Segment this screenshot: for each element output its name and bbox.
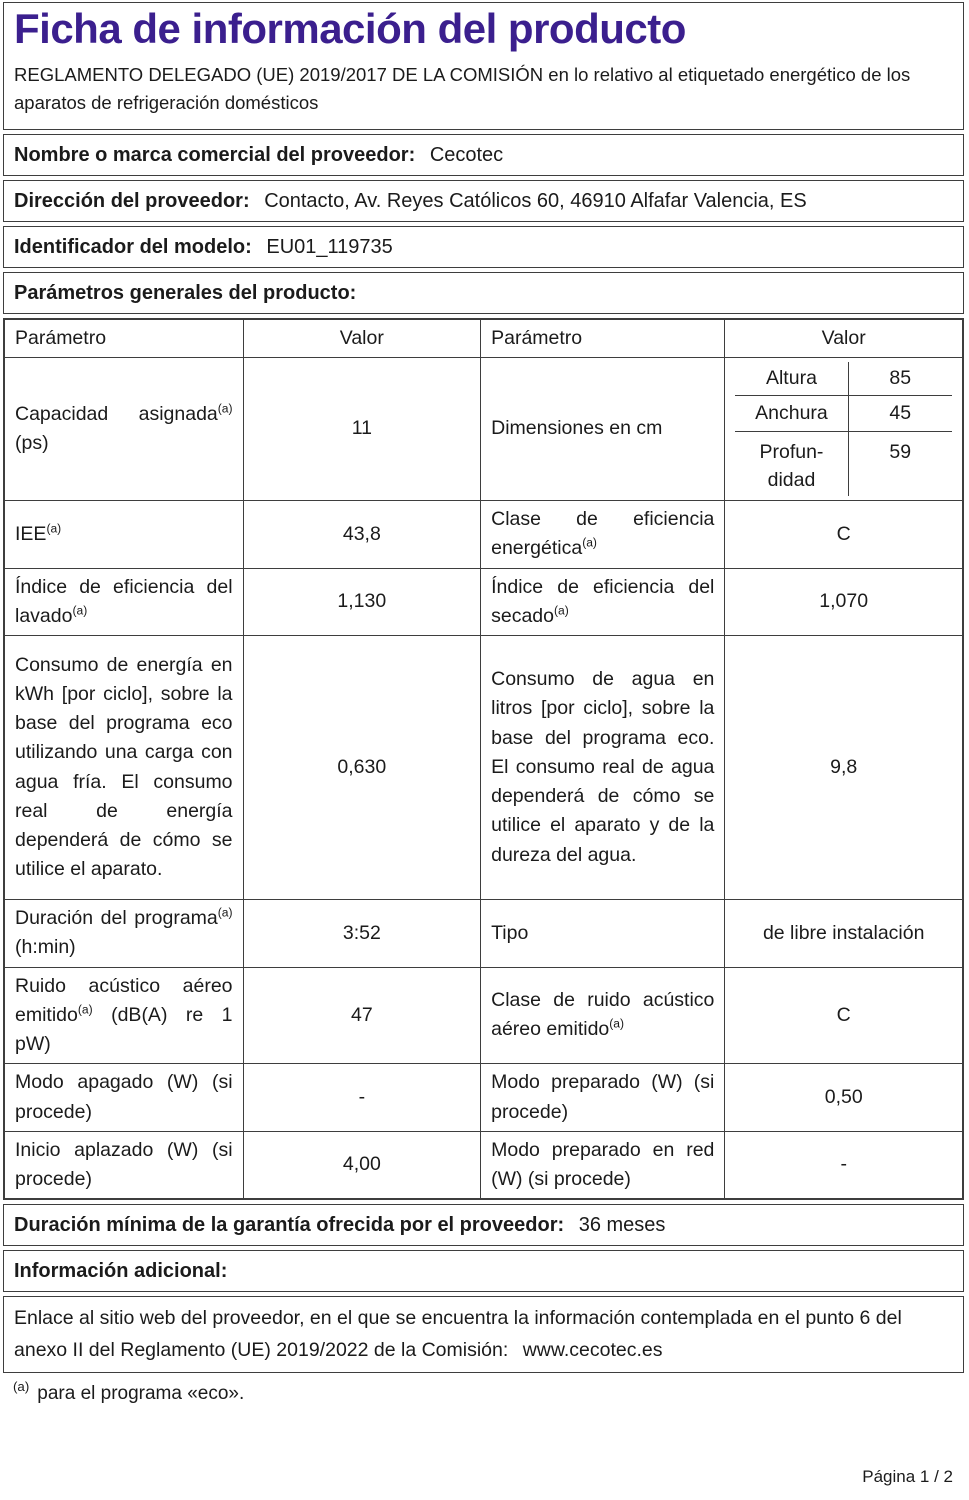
- dimension-label-height: Altura: [735, 362, 848, 395]
- footnote-ref: (a): [582, 535, 597, 550]
- table-row-delaystart-networked: [5, 1131, 963, 1199]
- value-cell-water-consumption: 9,8: [725, 636, 963, 900]
- table-header-param-right: Parámetro: [481, 319, 725, 357]
- warranty-value: 36 meses: [578, 1214, 666, 1237]
- param-cell-networked-standby: Modo preparado en red (W) (si procede): [481, 1131, 725, 1199]
- supplier-address-value: Contacto, Av. Reyes Católicos 60, 46910 Alfafar Valencia, ES: [264, 189, 807, 212]
- warranty-row: [3, 1204, 964, 1246]
- footnote: [13, 1379, 954, 1405]
- param-cell-energy-class: Clase de eficiencia energética$^{(a)}$: [481, 501, 725, 569]
- param-cell-type: Tipo: [481, 900, 725, 968]
- param-cell-capacity: Capacidad asignada$^{(a)}$ (ps): [5, 358, 244, 501]
- param-cell-wash-index: Índice de eficiencia del lavado$^{(a)}$: [5, 568, 244, 636]
- additional-info-heading-row: [3, 1250, 964, 1292]
- param-cell-program-duration: Duración del programa$^{(a)}$ (h:min): [5, 900, 244, 968]
- footnote-text: para el programa «eco».: [37, 1382, 245, 1404]
- dimension-label-width: Anchura: [735, 395, 848, 431]
- model-id-value: EU01_119735: [266, 235, 393, 258]
- value-cell-networked-standby: -: [725, 1131, 963, 1199]
- general-params-heading-row: [3, 272, 964, 314]
- table-row-energy-water-consumption: [5, 636, 963, 900]
- param-cell-noise-class: Clase de ruido acústico aéreo emitido$^{(a)}$: [481, 967, 725, 1064]
- footnote-marker: (a): [13, 1379, 30, 1395]
- dimension-value-depth: 59: [889, 440, 912, 463]
- supplier-name-value: Cecotec: [429, 143, 504, 166]
- additional-info-heading: Información adicional:: [14, 1260, 228, 1283]
- footnote-ref: (a): [217, 905, 233, 920]
- param-cell-energy-consumption: Consumo de energía en kWh [por ciclo], sobre la base del programa eco utilizando una carga con agua fría. El consumo real de energía dependerá de cómo se utilice el aparato.: [5, 636, 244, 900]
- footnote-ref: (a): [554, 603, 569, 618]
- supplier-link-url[interactable]: www.cecotec.es: [522, 1338, 663, 1361]
- footnote-ref: (a): [217, 401, 233, 416]
- table-row-noise: [5, 967, 963, 1064]
- supplier-address-row: [3, 180, 964, 222]
- param-cell-dry-index: Índice de eficiencia del secado$^{(a)}$: [481, 568, 725, 636]
- dimension-value-width: 45: [848, 395, 952, 431]
- param-cell-iee: IEE$^{(a)}$: [5, 501, 244, 569]
- value-cell-type: de libre instalación: [725, 900, 963, 968]
- value-cell-energy-consumption: 0,630: [243, 636, 481, 900]
- param-cell-noise: Ruido acústico aéreo emitido$^{(a)}$ (dB(A) re 1 pW): [5, 967, 244, 1064]
- table-row-offmode-standby: [5, 1064, 963, 1132]
- dimension-label-depth: Profundidad: [735, 431, 848, 496]
- value-cell-wash-index: 1,130: [243, 568, 481, 636]
- footnote-ref: (a): [77, 1002, 93, 1017]
- supplier-address-label: Dirección del proveedor:: [14, 189, 250, 212]
- dimensions-subtable: [735, 362, 952, 496]
- table-row-wash-dry-index: [5, 568, 963, 636]
- param-cell-off-mode: Modo apagado (W) (si procede): [5, 1064, 244, 1132]
- page-number: Página 1 / 2: [862, 1467, 953, 1486]
- supplier-link-text: Enlace al sitio web del proveedor, en el que se encuentra la información contemplada en el punto 6 del anexo II del Reglamento (UE) 2019/2022 de la Comisión:: [14, 1307, 902, 1361]
- value-cell-iee: 43,8: [243, 501, 481, 569]
- value-cell-capacity: 11: [243, 358, 481, 501]
- table-header-row: [5, 319, 963, 357]
- table-row-iee-energyclass: [5, 501, 963, 569]
- table-header-param-left: Parámetro: [5, 319, 244, 357]
- footnote-ref: (a): [72, 603, 88, 618]
- value-cell-delayed-start: 4,00: [243, 1131, 481, 1199]
- warranty-label: Duración mínima de la garantía ofrecida por el proveedor:: [14, 1214, 565, 1237]
- footnote-ref: (a): [46, 521, 62, 536]
- supplier-name-label: Nombre o marca comercial del proveedor:: [14, 143, 416, 166]
- table-row-duration-type: [5, 900, 963, 968]
- param-cell-water-consumption: Consumo de agua en litros [por ciclo], sobre la base del programa eco. El consumo real de agua dependerá de cómo se utilice el aparato y de la dureza del agua.: [481, 636, 725, 900]
- table-header-value-right: Valor: [725, 319, 963, 357]
- model-id-label: Identificador del modelo:: [14, 235, 252, 258]
- page-title: Ficha de información del producto: [14, 5, 686, 52]
- value-cell-off-mode: -: [243, 1064, 481, 1132]
- model-id-row: [3, 226, 964, 268]
- value-cell-energy-class: C: [725, 501, 963, 569]
- table-header-value-left: Valor: [243, 319, 481, 357]
- parameters-table-section: [3, 318, 964, 1201]
- value-cell-dry-index: 1,070: [725, 568, 963, 636]
- dimension-row-depth: [735, 431, 952, 496]
- dimension-row-width: [735, 395, 952, 431]
- title-section: [3, 2, 964, 130]
- param-cell-standby-mode: Modo preparado (W) (si procede): [481, 1064, 725, 1132]
- supplier-name-row: [3, 134, 964, 176]
- table-row-capacity-dimensions: [5, 358, 963, 501]
- dimension-row-height: [735, 362, 952, 395]
- parameters-table: [4, 319, 963, 1200]
- param-cell-delayed-start: Inicio aplazado (W) (si procede): [5, 1131, 244, 1199]
- dimension-value-height: 85: [848, 362, 952, 395]
- value-cell-noise-class: C: [725, 967, 963, 1064]
- supplier-link-row: [3, 1296, 964, 1372]
- footnote-ref: (a): [609, 1016, 625, 1031]
- value-cell-program-duration: 3:52: [243, 900, 481, 968]
- value-cell-noise: 47: [243, 967, 481, 1064]
- general-params-heading: Parámetros generales del producto:: [14, 281, 357, 304]
- regulation-text: REGLAMENTO DELEGADO (UE) 2019/2017 DE LA COMISIÓN en lo relativo al etiquetado energético de los aparatos de refrigeración domésticos: [14, 64, 911, 114]
- value-cell-standby-mode: 0,50: [725, 1064, 963, 1132]
- param-cell-dimensions: Dimensiones en cm: [481, 358, 725, 501]
- dimensions-subtable-cell: [725, 358, 963, 501]
